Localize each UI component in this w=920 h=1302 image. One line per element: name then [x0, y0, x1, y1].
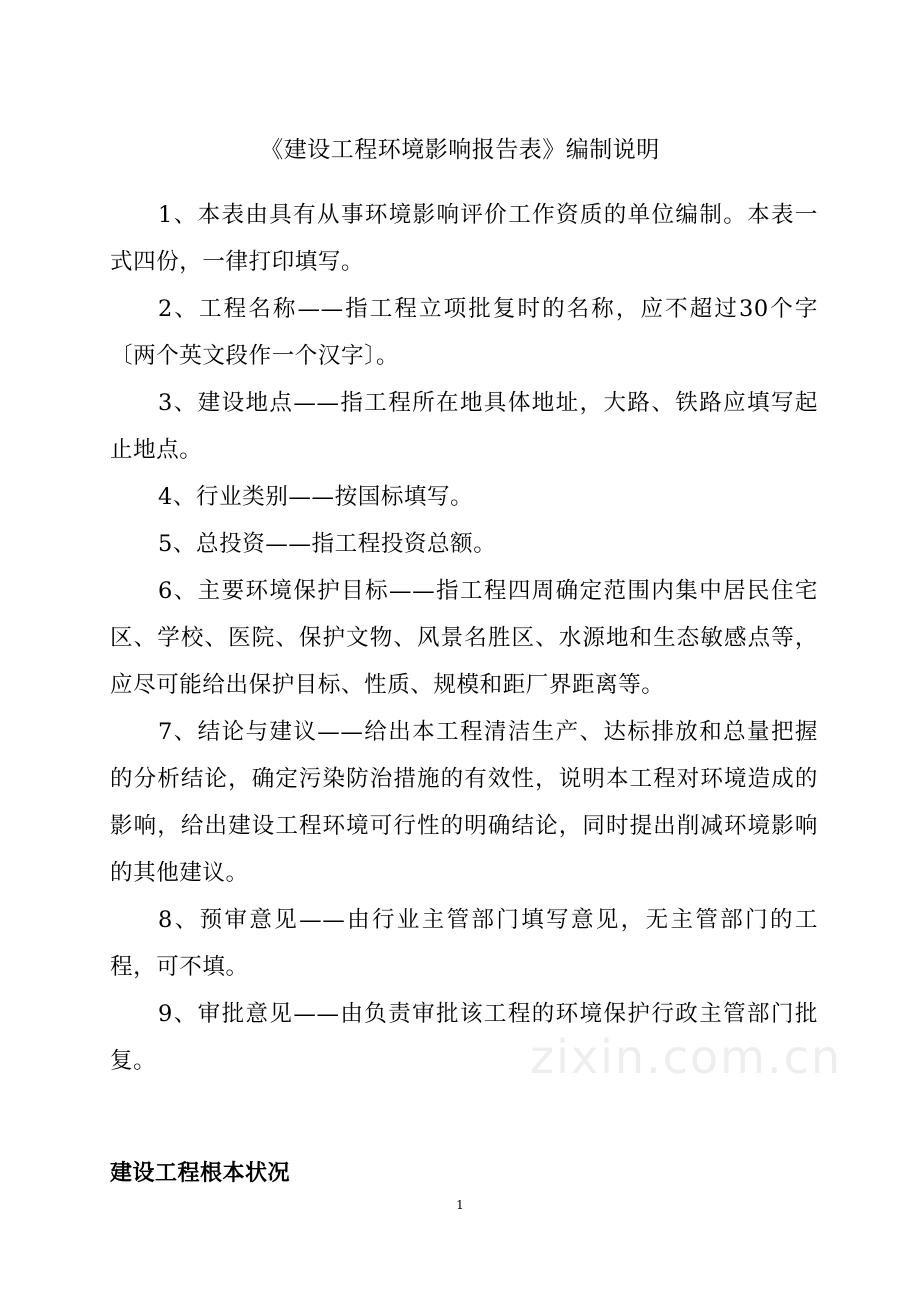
- page-number: 1: [456, 1198, 464, 1212]
- section-heading: 建设工程根本状况: [110, 1160, 291, 1186]
- instruction-paragraph-6: 6、主要环境保护目标——指工程四周确定范围内集中居民住宅区、学校、医院、保护文物、风景名胜区、水源地和生态敏感点等，应尽可能给出保护目标、性质、规模和距厂界距离等。: [110, 578, 818, 698]
- instruction-paragraph-3: 3、建设地点——指工程所在地具体地址，大路、铁路应填写起止地点。: [110, 390, 818, 463]
- instruction-paragraph-9: 9、审批意见——由负责审批该工程的环境保护行政主管部门批复。: [110, 1001, 818, 1074]
- instructions-body: [110, 192, 818, 1085]
- instruction-paragraph-7: 7、结论与建议——给出本工程清洁生产、达标排放和总量把握的分析结论，确定污染防治措施的有效性，说明本工程对环境造成的影响，给出建设工程环境可行性的明确结论，同时提出削减环境影响的其他建议。: [110, 719, 818, 886]
- instruction-paragraph-5: 5、总投资——指工程投资总额。: [158, 531, 497, 557]
- watermark: zixin.com.cn: [530, 1030, 843, 1084]
- instruction-paragraph-1: 1、本表由具有从事环境影响评价工作资质的单位编制。本表一式四份，一律打印填写。: [110, 202, 818, 275]
- document-title: 《建设工程环境影响报告表》编制说明: [260, 137, 660, 163]
- instruction-paragraph-8: 8、预审意见——由行业主管部门填写意见，无主管部门的工程，可不填。: [110, 907, 818, 980]
- instruction-paragraph-4: 4、行业类别——按国标填写。: [158, 484, 474, 510]
- instruction-paragraph-2: 2、工程名称——指工程立项批复时的名称，应不超过30个字〔两个英文段作一个汉字〕。: [110, 296, 818, 369]
